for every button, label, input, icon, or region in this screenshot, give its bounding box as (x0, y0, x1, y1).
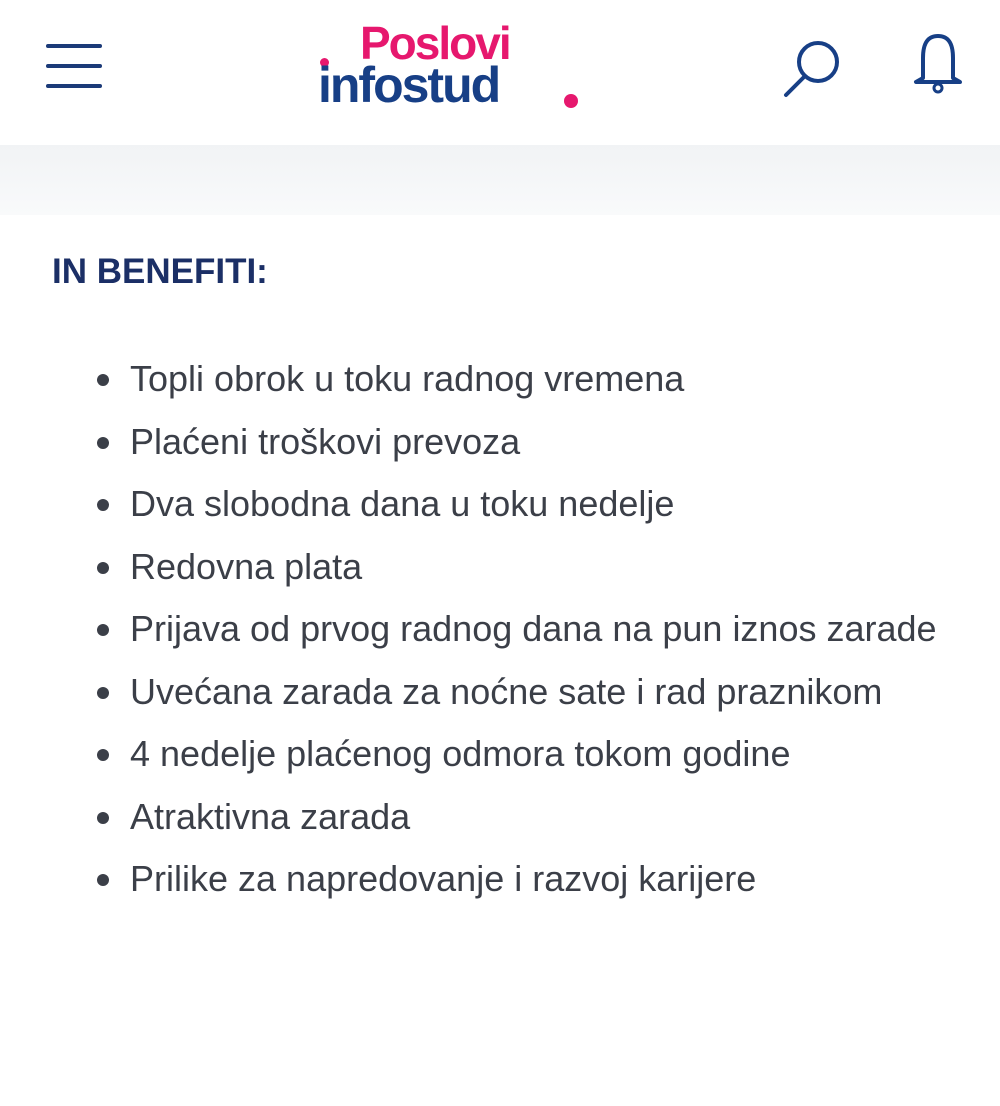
list-item: 4 nedelje plaćenog odmora tokom godine (130, 723, 950, 786)
bell-icon[interactable] (912, 32, 964, 96)
list-item: Topli obrok u toku radnog vremena (130, 348, 950, 411)
logo-top-text: Poslovi (360, 17, 510, 69)
logo-bottom-text: infostud (318, 57, 500, 113)
list-item: Uvećana zarada za noćne sate i rad praznikom (130, 661, 950, 724)
logo[interactable] (318, 17, 588, 115)
list-item: Prilike za napredovanje i razvoj karijere (130, 848, 950, 911)
search-icon[interactable] (782, 36, 846, 100)
list-item: Atraktivna zarada (130, 786, 950, 849)
list-item: Dva slobodna dana u toku nedelje (130, 473, 950, 536)
benefits-list (130, 348, 950, 911)
top-header (0, 0, 1000, 145)
header-shadow-band (0, 145, 1000, 215)
hamburger-menu-icon[interactable] (46, 44, 102, 88)
section-title: IN BENEFITI: (52, 252, 268, 291)
list-item: Plaćeni troškovi prevoza (130, 411, 950, 474)
list-item: Prijava od prvog radnog dana na pun iznos zarade (130, 598, 950, 661)
list-item: Redovna plata (130, 536, 950, 599)
